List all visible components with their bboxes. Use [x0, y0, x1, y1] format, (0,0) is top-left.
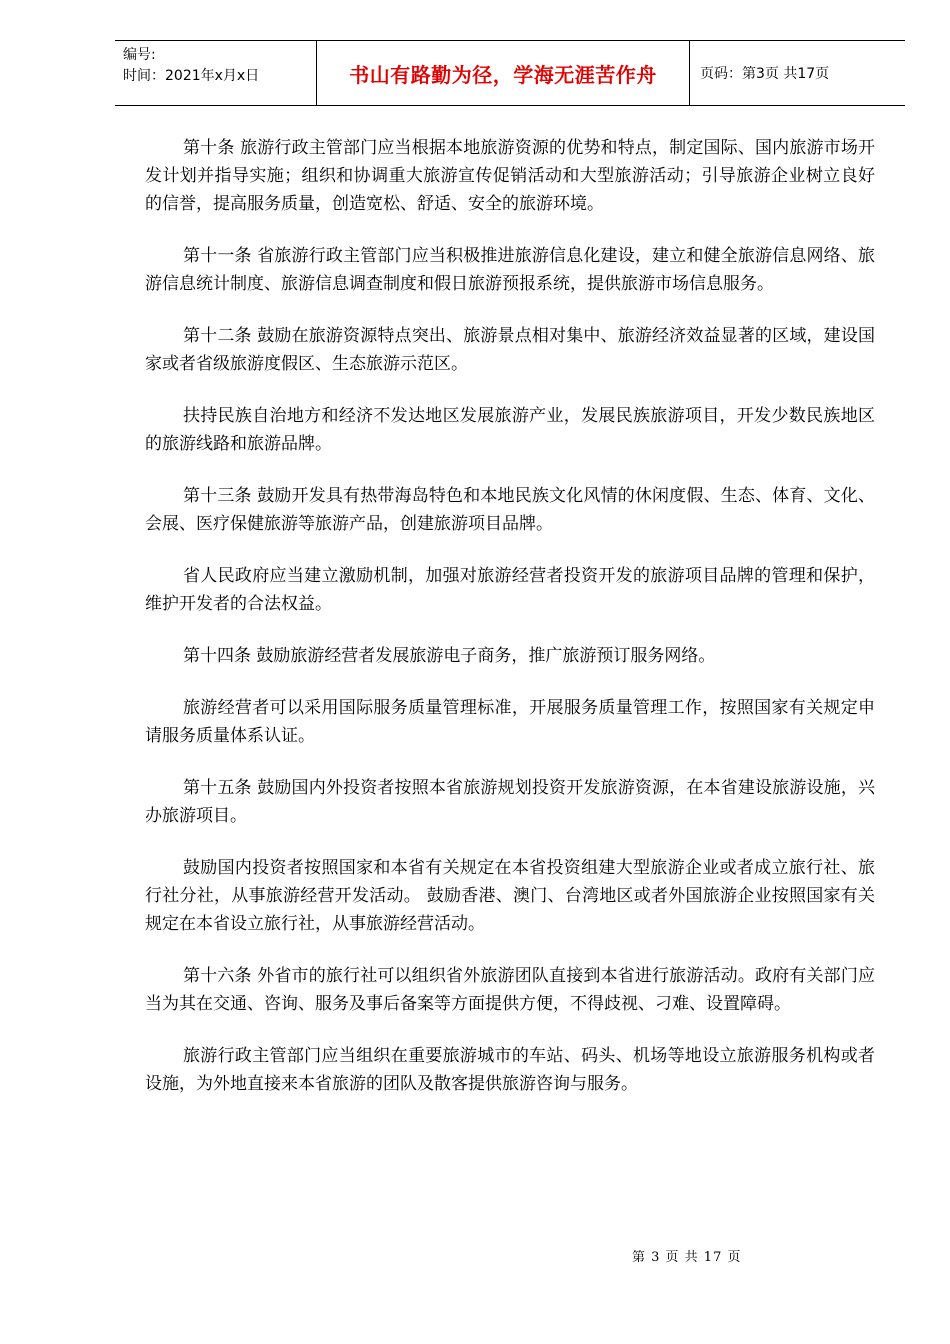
paragraph: 第十三条 鼓励开发具有热带海岛特色和本地民族文化风情的休闲度假、生态、体育、文化、会展、医疗保健旅游等旅游产品，创建旅游项目品牌。: [145, 486, 875, 534]
paragraph: 旅游行政主管部门应当组织在重要旅游城市的车站、码头、机场等地设立旅游服务机构或者设施，为外地直接来本省旅游的团队及散客提供旅游咨询与服务。: [145, 1046, 875, 1094]
header-page-label: 页码：第3页 共17页: [700, 66, 830, 82]
header-motto: 书山有路勤为径，学海无涯苦作舟: [317, 41, 690, 105]
document-number-label: 编号:: [123, 47, 156, 63]
paragraph: 扶持民族自治地方和经济不发达地区发展旅游产业，发展民族旅游项目，开发少数民族地区的旅游线路和旅游品牌。: [145, 406, 875, 454]
paragraph: 省人民政府应当建立激励机制，加强对旅游经营者投资开发的旅游项目品牌的管理和保护，维护开发者的合法权益。: [145, 566, 875, 614]
paragraph: 旅游经营者可以采用国际服务质量管理标准，开展服务质量管理工作，按照国家有关规定申请服务质量体系认证。: [145, 698, 875, 746]
paragraph: 第十条 旅游行政主管部门应当根据本地旅游资源的优势和特点，制定国际、国内旅游市场开发计划并指导实施；组织和协调重大旅游宣传促销活动和大型旅游活动；引导旅游企业树立良好的信誉，提高服务质量，创造宽松、舒适、安全的旅游环境。: [145, 138, 875, 214]
page-header: [115, 40, 905, 106]
page-footer: 第 3 页 共 17 页: [632, 1250, 742, 1265]
paragraph: 第十二条 鼓励在旅游资源特点突出、旅游景点相对集中、旅游经济效益显著的区域，建设国家或者省级旅游度假区、生态旅游示范区。: [145, 326, 875, 374]
header-meta: [115, 41, 317, 105]
document-time-label: 时间：2021年x月x日: [123, 68, 260, 84]
paragraph: 第十一条 省旅游行政主管部门应当积极推进旅游信息化建设，建立和健全旅游信息网络、旅游信息统计制度、旅游信息调查制度和假日旅游预报系统，提供旅游市场信息服务。: [145, 246, 875, 294]
paragraph: 鼓励国内投资者按照国家和本省有关规定在本省投资组建大型旅游企业或者成立旅行社、旅行社分社，从事旅游经营开发活动。 鼓励香港、澳门、台湾地区或者外国旅游企业按照国家有关规定在本省设立旅行社，从事旅游经营活动。: [145, 858, 875, 934]
document-body: [145, 134, 875, 1122]
paragraph: 第十五条 鼓励国内外投资者按照本省旅游规划投资开发旅游资源，在本省建设旅游设施，兴办旅游项目。: [145, 778, 875, 826]
paragraph: 第十四条 鼓励旅游经营者发展旅游电子商务，推广旅游预订服务网络。: [183, 646, 716, 666]
paragraph: 第十六条 外省市的旅行社可以组织省外旅游团队直接到本省进行旅游活动。政府有关部门应当为其在交通、咨询、服务及事后备案等方面提供方便，不得歧视、刁难、设置障碍。: [145, 966, 875, 1014]
